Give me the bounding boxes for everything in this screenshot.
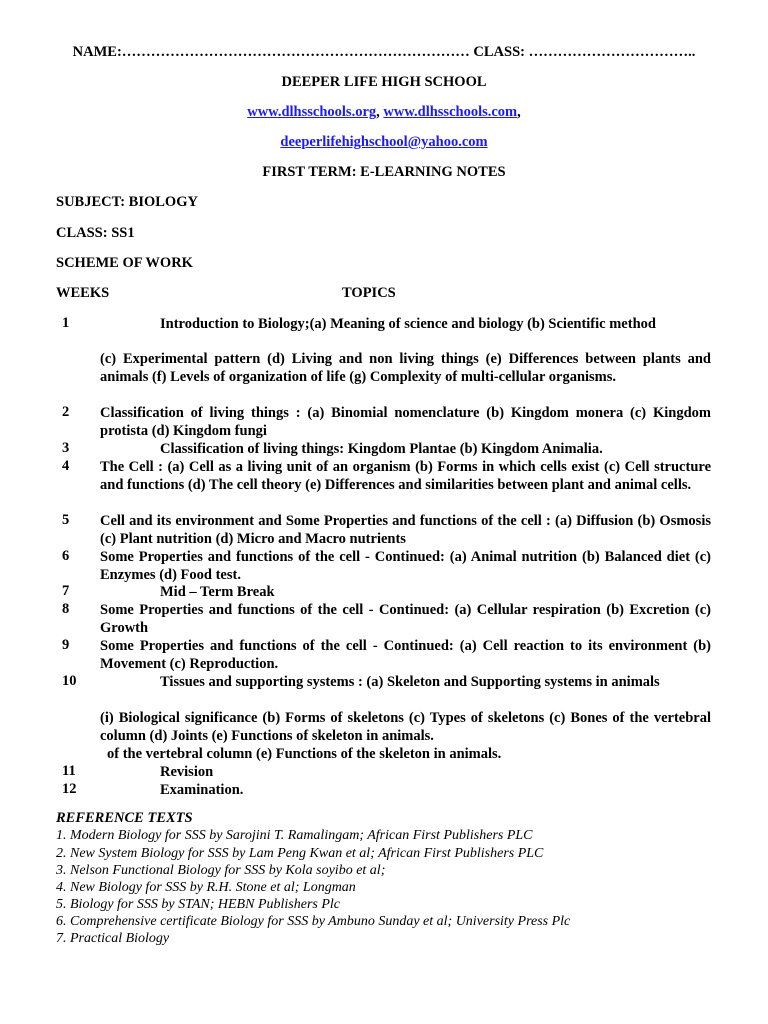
week-topic: Classification of living things : (a) Binomial nomenclature (b) Kingdom monera (c) Kingdom protista (d) Kingdom fungi — [100, 405, 711, 439]
week-topic: The Cell : (a) Cell as a living unit of an organism (b) Forms in which cells exist (c) Cell structure and functions (d) The cell theory (e) Differences and similarities between plant and animal cells. — [100, 459, 711, 493]
week-number: 11 — [62, 763, 76, 779]
reference-item: 4. New Biology for SSS by R.H. Stone et al; Longman — [56, 880, 356, 895]
week-number: 12 — [62, 781, 77, 797]
reference-title: REFERENCE TEXTS — [56, 810, 193, 826]
website-link-org[interactable]: www.dlhsschools.org — [247, 104, 377, 120]
week-number: 6 — [62, 548, 70, 564]
week-topic: Examination. — [160, 782, 244, 798]
week-topic: Some Properties and functions of the cell - Continued: (a) Cell reaction to its environment (b) Movement (c) Reproduction. — [100, 638, 711, 672]
reference-item: 6. Comprehensive certificate Biology for SSS by Ambuno Sunday et al; University Press Plc — [56, 914, 571, 929]
scheme-label: SCHEME OF WORK — [56, 255, 193, 271]
email-link[interactable]: deeperlifehighschool@yahoo.com — [280, 134, 488, 150]
week-number: 3 — [62, 440, 70, 456]
week-topic: Classification of living things: Kingdom Plantae (b) Kingdom Animalia. — [160, 441, 603, 457]
week-topic-continued: (c) Experimental pattern (d) Living and non living things (e) Differences between plants and animals (f) Levels of organization of life (g) Complexity of multi-cellular organisms. — [100, 351, 711, 385]
week-number: 10 — [62, 673, 77, 689]
week-topic: Revision — [160, 764, 214, 780]
link-separator: , — [376, 104, 384, 120]
website-links — [0, 104, 768, 121]
term-title: FIRST TERM: E-LEARNING NOTES — [262, 164, 506, 180]
website-link-com[interactable]: www.dlhsschools.com — [383, 104, 518, 120]
school-name: DEEPER LIFE HIGH SCHOOL — [281, 74, 487, 90]
week-topic: Introduction to Biology;(a) Meaning of science and biology (b) Scientific method — [160, 316, 656, 332]
subject-label: SUBJECT: BIOLOGY — [56, 194, 198, 210]
name-class-line: NAME:……………………………………………………………… CLASS: …………………………….. — [72, 44, 696, 60]
email-line — [0, 134, 768, 151]
week-number: 9 — [62, 637, 70, 653]
weeks-header: WEEKS — [56, 285, 110, 301]
week-topic-continued: of the vertebral column (e) Functions of the skeleton in animals. — [107, 746, 502, 762]
week-topic: Some Properties and functions of the cell - Continued: (a) Animal nutrition (b) Balanced diet (c) Enzymes (d) Food test. — [100, 549, 711, 583]
reference-item: 1. Modern Biology for SSS by Sarojini T. Ramalingam; African First Publishers PLC — [56, 828, 533, 843]
reference-item: 2. New System Biology for SSS by Lam Peng Kwan et al; African First Publishers PLC — [56, 846, 544, 861]
reference-item: 3. Nelson Functional Biology for SSS by Kola soyibo et al; — [56, 863, 386, 878]
reference-item: 5. Biology for SSS by STAN; HEBN Publishers Plc — [56, 897, 340, 912]
week-topic: Mid – Term Break — [160, 584, 275, 600]
week-number: 2 — [62, 404, 70, 420]
week-topic: Cell and its environment and Some Properties and functions of the cell : (a) Diffusion (b) Osmosis (c) Plant nutrition (d) Micro and Macro nutrients — [100, 513, 711, 547]
week-number: 8 — [62, 601, 70, 617]
week-number: 4 — [62, 458, 70, 474]
week-topic-continued: (i) Biological significance (b) Forms of skeletons (c) Types of skeletons (c) Bones of the vertebral column (d) Joints (e) Functions of skeleton in animals. — [100, 710, 711, 744]
week-number: 5 — [62, 512, 70, 528]
week-topic: Some Properties and functions of the cell - Continued: (a) Cellular respiration (b) Excretion (c) Growth — [100, 602, 711, 636]
week-number: 1 — [62, 315, 70, 331]
topics-header: TOPICS — [342, 285, 396, 301]
reference-item: 7. Practical Biology — [56, 931, 170, 946]
week-number: 7 — [62, 583, 70, 599]
class-label: CLASS: SS1 — [56, 225, 135, 241]
week-topic: Tissues and supporting systems : (a) Skeleton and Supporting systems in animals — [160, 674, 660, 690]
link-trailing-comma: , — [517, 104, 521, 120]
